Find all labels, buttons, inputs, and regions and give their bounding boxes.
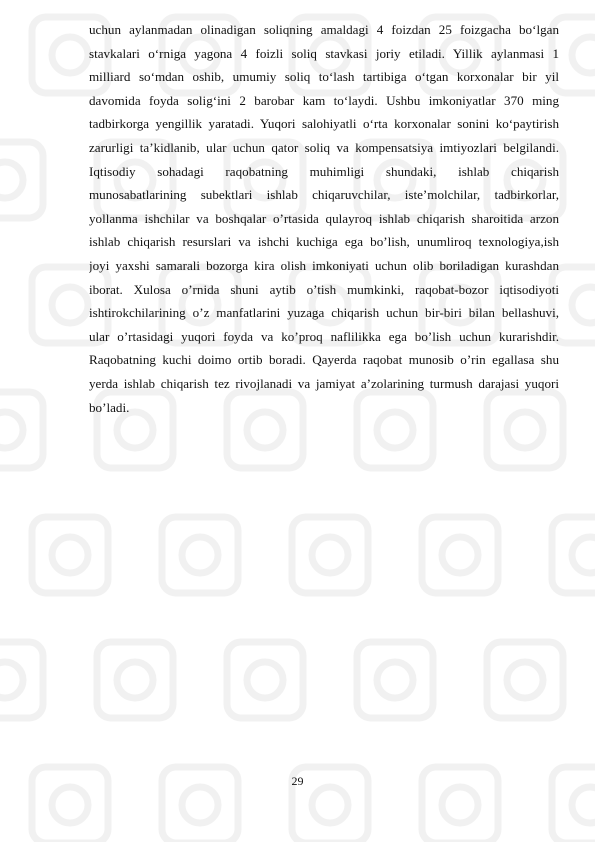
text-line: yerda ishlab chiqarish tez rivojlanadi va jamiyat a’zolarining turmush darajasi yuqori: [89, 375, 559, 391]
watermark-square: [162, 517, 238, 593]
watermark-square: [0, 142, 43, 218]
body-paragraph: [89, 18, 559, 419]
watermark-circle: [52, 37, 88, 73]
watermark-circle: [247, 662, 283, 698]
watermark-square: [227, 642, 303, 718]
watermark-circle: [442, 787, 478, 823]
watermark-circle: [182, 537, 218, 573]
watermark-square: [487, 642, 563, 718]
watermark-circle: [572, 287, 595, 323]
text-line: milliard so‘mdan oshib, umumiy soliq to‘lash tartibiga o‘tgan korxonalar bir yil: [89, 69, 559, 85]
text-line: stavkalari o‘rniga yagona 4 foizli soliq stavkasi joriy etiladi. Yillik aylanmasi 1: [89, 45, 559, 61]
watermark-square: [0, 392, 43, 468]
text-line: tadbirkorga yengillik yaratadi. Yuqori salohiyatli o‘rta korxonalar sonini ko‘paytirish: [89, 116, 559, 132]
watermark-square: [552, 517, 595, 593]
text-line: Iqtisodiy sohadagi raqobatning muhimligi shundaki, ishlab chiqarish: [89, 163, 559, 179]
watermark-circle: [572, 537, 595, 573]
text-line: iborat. Xulosa o’rnida shuni aytib o’tish mumkinki, raqobat-bozor iqtisodiyoti: [89, 281, 559, 297]
watermark-square: [292, 517, 368, 593]
text-line: davomida foyda solig‘ini 2 barobar kam to‘laydi. Ushbu imkoniyatlar 370 ming: [89, 92, 559, 108]
watermark-circle: [312, 537, 348, 573]
watermark-circle: [507, 662, 543, 698]
watermark-circle: [442, 537, 478, 573]
text-line: zarurligi ta’kidlanib, ular uchun qator soliq va kompensatsiya imtiyozlari belgilandi.: [89, 139, 559, 155]
text-line: ishlab chiqarish resurslari va ishchi kuchiga ega bo’lish, unumliroq texnologiya,ish: [89, 234, 559, 250]
watermark-circle: [0, 162, 23, 198]
watermark-circle: [52, 287, 88, 323]
watermark-circle: [377, 662, 413, 698]
watermark-circle: [52, 537, 88, 573]
text-line: uchun aylanmadan olinadigan soliqning amaldagi 4 foizdan 25 foizgacha bo‘lgan: [89, 22, 559, 37]
watermark-circle: [312, 787, 348, 823]
text-line: yollanma ishchilar va boshqalar o’rtasida qulayroq ishlab chiqarish sharoitida arzon: [89, 210, 559, 226]
watermark-square: [357, 642, 433, 718]
watermark-square: [0, 642, 43, 718]
watermark-square: [32, 517, 108, 593]
page-number: 29: [291, 774, 304, 788]
watermark-circle: [117, 662, 153, 698]
text-line: Raqobatning kuchi doimo ortib boradi. Qayerda raqobat munosib o’rin egallasa shu: [89, 352, 559, 368]
text-line: ishtirokchilarining o’z manfatlarini yuzaga chiqarish uchun bir-biri bilan bellashuvi,: [89, 305, 559, 321]
watermark-circle: [572, 787, 595, 823]
watermark-square: [97, 642, 173, 718]
watermark-square: [422, 517, 498, 593]
watermark-circle: [0, 412, 23, 448]
watermark-circle: [0, 662, 23, 698]
watermark-circle: [572, 37, 595, 73]
text-line: ular o’rtasidagi yuqori foyda va ko’proq naflilikka ega bo’lish uchun kurarishdir.: [89, 328, 559, 344]
watermark-circle: [182, 787, 218, 823]
text-line: bo’ladi.: [89, 399, 130, 415]
text-line: munosabatlarining subektlari ishlab chiqaruvchilar, iste’molchilar, tadbirkorlar,: [89, 187, 559, 203]
watermark-circle: [52, 787, 88, 823]
text-line: joyi yaxshi samarali bozorga kira olish imkoniyati uchun olib boriladigan kurashdan: [89, 257, 559, 273]
